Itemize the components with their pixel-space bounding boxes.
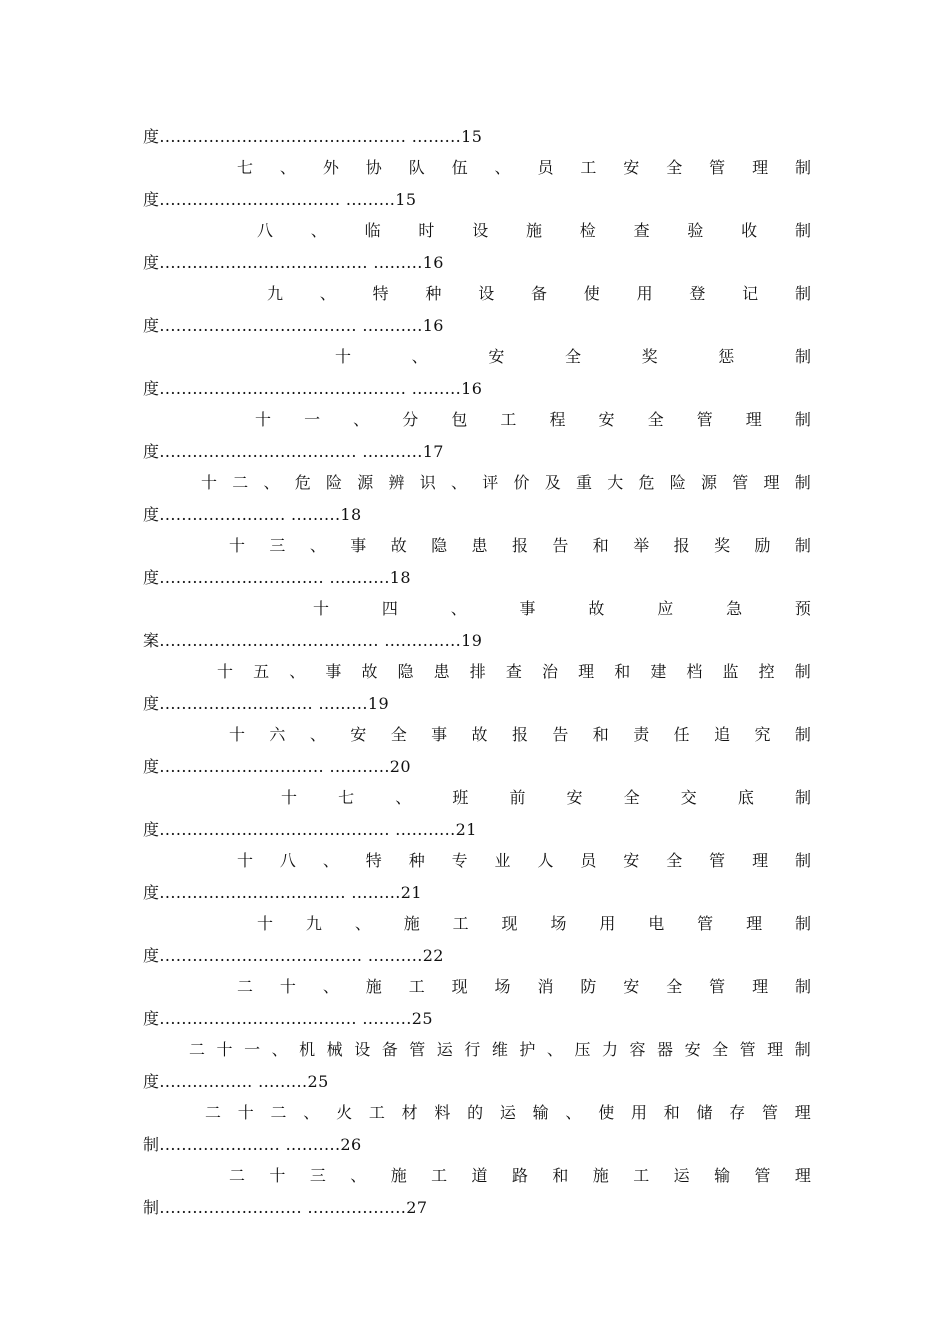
toc-glyph: 备 <box>381 1040 398 1059</box>
toc-dot-line: 度.................................... ...........16 <box>143 316 444 335</box>
toc-glyph: 输 <box>532 1103 549 1122</box>
toc-glyph: 责 <box>633 725 650 744</box>
toc-glyph: 源 <box>357 473 374 492</box>
toc-glyph: 制 <box>794 725 811 744</box>
toc-glyph: 十 <box>313 599 330 618</box>
toc-glyph: 、 <box>546 1040 563 1059</box>
toc-glyph: 场 <box>494 977 511 996</box>
toc-glyph: 管 <box>696 410 713 429</box>
toc-dot-line: 度................................. .........15 <box>143 190 417 209</box>
toc-glyph: 评 <box>482 473 499 492</box>
toc-glyph: 举 <box>633 536 650 555</box>
toc-glyph: 患 <box>471 536 488 555</box>
toc-glyph: 路 <box>511 1166 528 1185</box>
toc-glyph: 全 <box>666 158 683 177</box>
toc-glyph: 制 <box>794 788 811 807</box>
toc-title-line <box>217 659 811 685</box>
toc-glyph: 工 <box>431 1166 448 1185</box>
toc-glyph: 十 <box>335 347 352 366</box>
toc-glyph: 安 <box>598 410 615 429</box>
toc-glyph: 管 <box>709 851 726 870</box>
toc-glyph: 检 <box>579 221 596 240</box>
toc-dot-line: 度.............................. ...........18 <box>143 568 411 587</box>
toc-glyph: 容 <box>629 1040 646 1059</box>
toc-glyph: 储 <box>696 1103 713 1122</box>
toc-glyph: 险 <box>326 473 343 492</box>
toc-glyph: 理 <box>763 473 780 492</box>
toc-glyph: 事 <box>431 725 448 744</box>
toc-glyph: 工 <box>633 1166 650 1185</box>
toc-dot-line: 制.......................... ..................27 <box>143 1198 428 1217</box>
toc-title-line <box>257 218 811 244</box>
toc-glyph: 电 <box>648 914 665 933</box>
toc-glyph: 、 <box>279 158 296 177</box>
toc-glyph: 管 <box>697 914 714 933</box>
toc-glyph: 管 <box>709 977 726 996</box>
toc-glyph: 管 <box>732 473 749 492</box>
toc-glyph: 料 <box>434 1103 451 1122</box>
toc-glyph: 制 <box>794 284 811 303</box>
toc-glyph: 八 <box>279 851 296 870</box>
toc-glyph: 辨 <box>388 473 405 492</box>
toc-glyph: 登 <box>689 284 706 303</box>
toc-glyph: 和 <box>552 1166 569 1185</box>
toc-glyph: 十 <box>237 1103 254 1122</box>
toc-glyph: 、 <box>353 410 370 429</box>
toc-glyph: 故 <box>390 536 407 555</box>
toc-glyph: 及 <box>544 473 561 492</box>
toc-glyph: 械 <box>326 1040 343 1059</box>
toc-glyph: 报 <box>511 536 528 555</box>
toc-glyph: 、 <box>450 599 467 618</box>
toc-glyph: 事 <box>350 536 367 555</box>
toc-glyph: 九 <box>267 284 284 303</box>
toc-glyph: 安 <box>623 851 640 870</box>
toc-glyph: 道 <box>471 1166 488 1185</box>
toc-glyph: 工 <box>368 1103 385 1122</box>
toc-glyph: 安 <box>684 1040 701 1059</box>
toc-glyph: 理 <box>745 410 762 429</box>
toc-glyph: 故 <box>361 662 378 681</box>
toc-glyph: 十 <box>201 473 218 492</box>
toc-glyph: 收 <box>741 221 758 240</box>
toc-glyph: 二 <box>232 473 249 492</box>
toc-glyph: 理 <box>578 662 595 681</box>
toc-glyph: 档 <box>686 662 703 681</box>
toc-glyph: 队 <box>408 158 425 177</box>
toc-glyph: 监 <box>722 662 739 681</box>
toc-glyph: 全 <box>564 347 581 366</box>
toc-glyph: 管 <box>754 1166 771 1185</box>
toc-glyph: 管 <box>762 1103 779 1122</box>
toc-glyph: 六 <box>269 725 286 744</box>
toc-glyph: 二 <box>205 1103 222 1122</box>
toc-glyph: 十 <box>269 1166 286 1185</box>
toc-glyph: 用 <box>630 1103 647 1122</box>
toc-glyph: 的 <box>467 1103 484 1122</box>
toc-glyph: 外 <box>322 158 339 177</box>
toc-glyph: 事 <box>325 662 342 681</box>
toc-glyph: 制 <box>794 536 811 555</box>
toc-glyph: 二 <box>189 1040 206 1059</box>
toc-glyph: 场 <box>550 914 567 933</box>
toc-glyph: 器 <box>657 1040 674 1059</box>
toc-glyph: 、 <box>271 1040 288 1059</box>
toc-glyph: 力 <box>601 1040 618 1059</box>
toc-glyph: 现 <box>451 977 468 996</box>
toc-glyph: 管 <box>709 158 726 177</box>
toc-glyph: 查 <box>505 662 522 681</box>
toc-glyph: 火 <box>336 1103 353 1122</box>
toc-glyph: 预 <box>794 599 811 618</box>
toc-glyph: 制 <box>794 221 811 240</box>
toc-glyph: 究 <box>754 725 771 744</box>
toc-glyph: 十 <box>216 1040 233 1059</box>
toc-glyph: 制 <box>794 158 811 177</box>
toc-glyph: 用 <box>599 914 616 933</box>
toc-glyph: 制 <box>794 473 811 492</box>
toc-glyph: 全 <box>647 410 664 429</box>
toc-glyph: 大 <box>607 473 624 492</box>
toc-glyph: 奖 <box>714 536 731 555</box>
toc-glyph: 危 <box>294 473 311 492</box>
toc-glyph: 十 <box>279 977 296 996</box>
toc-glyph: 追 <box>714 725 731 744</box>
toc-glyph: 理 <box>767 1040 784 1059</box>
toc-glyph: 用 <box>636 284 653 303</box>
toc-glyph: 理 <box>794 1103 811 1122</box>
toc-glyph: 管 <box>739 1040 756 1059</box>
toc-glyph: 重 <box>576 473 593 492</box>
toc-glyph: 报 <box>511 725 528 744</box>
toc-glyph: 使 <box>583 284 600 303</box>
toc-glyph: 和 <box>592 725 609 744</box>
toc-title-line <box>237 155 811 181</box>
toc-glyph: 理 <box>752 977 769 996</box>
toc-glyph: 备 <box>530 284 547 303</box>
toc-glyph: 、 <box>310 221 327 240</box>
toc-glyph: 员 <box>537 158 554 177</box>
toc-glyph: 输 <box>714 1166 731 1185</box>
toc-glyph: 验 <box>687 221 704 240</box>
toc-glyph: 包 <box>451 410 468 429</box>
toc-glyph: 隐 <box>397 662 414 681</box>
toc-dot-line: 度....................... .........18 <box>143 505 362 524</box>
toc-glyph: 十 <box>237 851 254 870</box>
toc-glyph: 机 <box>299 1040 316 1059</box>
toc-glyph: 七 <box>237 158 254 177</box>
toc-glyph: 记 <box>742 284 759 303</box>
toc-dot-line: 度.................................... ...........17 <box>143 442 444 461</box>
toc-glyph: 安 <box>623 158 640 177</box>
toc-glyph: 七 <box>338 788 355 807</box>
toc-dot-line: 度...................................... .........16 <box>143 253 444 272</box>
toc-dot-line: 制...................... ..........26 <box>143 1135 362 1154</box>
toc-glyph: 报 <box>673 536 690 555</box>
toc-glyph: 施 <box>365 977 382 996</box>
toc-glyph: 安 <box>350 725 367 744</box>
toc-glyph: 二 <box>229 1166 246 1185</box>
toc-glyph: 全 <box>623 788 640 807</box>
toc-glyph: 一 <box>244 1040 261 1059</box>
toc-glyph: 施 <box>592 1166 609 1185</box>
toc-glyph: 、 <box>309 725 326 744</box>
toc-glyph: 、 <box>565 1103 582 1122</box>
toc-glyph: 故 <box>471 725 488 744</box>
toc-glyph: 一 <box>304 410 321 429</box>
toc-glyph: 、 <box>395 788 412 807</box>
toc-glyph: 专 <box>451 851 468 870</box>
toc-glyph: 安 <box>488 347 505 366</box>
toc-glyph: 险 <box>669 473 686 492</box>
toc-glyph: 使 <box>598 1103 615 1122</box>
toc-glyph: 运 <box>673 1166 690 1185</box>
toc-glyph: 三 <box>309 1166 326 1185</box>
toc-glyph: 制 <box>794 914 811 933</box>
toc-glyph: 理 <box>752 158 769 177</box>
toc-glyph: 四 <box>381 599 398 618</box>
toc-glyph: 二 <box>270 1103 287 1122</box>
toc-glyph: 伍 <box>451 158 468 177</box>
toc-glyph: 设 <box>472 221 489 240</box>
toc-glyph: 施 <box>390 1166 407 1185</box>
toc-glyph: 全 <box>712 1040 729 1059</box>
toc-title-line <box>201 470 811 496</box>
toc-glyph: 、 <box>494 158 511 177</box>
toc-glyph: 理 <box>794 1166 811 1185</box>
toc-glyph: 价 <box>513 473 530 492</box>
toc-glyph: 员 <box>580 851 597 870</box>
toc-title-line <box>229 1163 811 1189</box>
toc-glyph: 告 <box>552 536 569 555</box>
toc-glyph: 消 <box>537 977 554 996</box>
toc-glyph: 、 <box>451 473 468 492</box>
toc-dot-line: 度.......................................... ...........21 <box>143 820 477 839</box>
toc-dot-line: 度.............................. ...........20 <box>143 757 411 776</box>
toc-title-line <box>229 533 811 559</box>
toc-glyph: 和 <box>592 536 609 555</box>
toc-glyph: 设 <box>354 1040 371 1059</box>
toc-glyph: 危 <box>638 473 655 492</box>
toc-glyph: 查 <box>633 221 650 240</box>
toc-glyph: 施 <box>403 914 420 933</box>
toc-title-line <box>267 281 811 307</box>
toc-glyph: 、 <box>309 536 326 555</box>
toc-title-line <box>313 596 811 622</box>
toc-glyph: 全 <box>666 851 683 870</box>
toc-glyph: 交 <box>680 788 697 807</box>
toc-glyph: 事 <box>519 599 536 618</box>
toc-glyph: 故 <box>588 599 605 618</box>
toc-glyph: 、 <box>319 284 336 303</box>
toc-dot-line: 度............................................. .........15 <box>143 127 483 146</box>
toc-glyph: 种 <box>425 284 442 303</box>
toc-glyph: 和 <box>614 662 631 681</box>
toc-glyph: 工 <box>408 977 425 996</box>
toc-title-line <box>281 785 811 811</box>
toc-glyph: 九 <box>305 914 322 933</box>
toc-glyph: 底 <box>737 788 754 807</box>
toc-title-line <box>205 1100 811 1126</box>
toc-glyph: 时 <box>418 221 435 240</box>
toc-glyph: 惩 <box>718 347 735 366</box>
toc-glyph: 施 <box>525 221 542 240</box>
toc-glyph: 防 <box>580 977 597 996</box>
toc-glyph: 材 <box>401 1103 418 1122</box>
toc-glyph: 治 <box>541 662 558 681</box>
toc-glyph: 理 <box>746 914 763 933</box>
toc-glyph: 压 <box>574 1040 591 1059</box>
toc-glyph: 隐 <box>431 536 448 555</box>
toc-glyph: 控 <box>758 662 775 681</box>
toc-glyph: 、 <box>322 977 339 996</box>
toc-glyph: 业 <box>494 851 511 870</box>
toc-glyph: 十 <box>281 788 298 807</box>
toc-glyph: 理 <box>752 851 769 870</box>
toc-title-line <box>257 911 811 937</box>
toc-glyph: 维 <box>491 1040 508 1059</box>
toc-dot-line: 度............................................. .........16 <box>143 379 483 398</box>
toc-glyph: 、 <box>289 662 306 681</box>
toc-glyph: 安 <box>566 788 583 807</box>
toc-glyph: 设 <box>478 284 495 303</box>
toc-glyph: 协 <box>365 158 382 177</box>
toc-dot-line: 度..................................... ..........22 <box>143 946 444 965</box>
toc-glyph: 工 <box>452 914 469 933</box>
toc-glyph: 、 <box>303 1103 320 1122</box>
toc-glyph: 排 <box>469 662 486 681</box>
toc-glyph: 十 <box>257 914 274 933</box>
toc-glyph: 十 <box>229 725 246 744</box>
toc-glyph: 十 <box>255 410 272 429</box>
toc-glyph: 制 <box>794 851 811 870</box>
toc-glyph: 制 <box>794 662 811 681</box>
toc-dot-line: 度............................ .........19 <box>143 694 390 713</box>
toc-glyph: 励 <box>754 536 771 555</box>
toc-glyph: 源 <box>701 473 718 492</box>
toc-glyph: 现 <box>501 914 518 933</box>
toc-title-line <box>189 1037 811 1063</box>
toc-glyph: 和 <box>663 1103 680 1122</box>
toc-glyph: 行 <box>464 1040 481 1059</box>
toc-glyph: 十 <box>217 662 234 681</box>
toc-glyph: 制 <box>794 410 811 429</box>
toc-glyph: 全 <box>666 977 683 996</box>
toc-glyph: 制 <box>794 347 811 366</box>
toc-glyph: 识 <box>419 473 436 492</box>
toc-glyph: 、 <box>263 473 280 492</box>
toc-glyph: 患 <box>433 662 450 681</box>
toc-glyph: 前 <box>509 788 526 807</box>
toc-dot-line: 案........................................ ..............19 <box>143 631 483 650</box>
toc-title-line <box>229 722 811 748</box>
toc-glyph: 、 <box>322 851 339 870</box>
toc-glyph: 制 <box>794 1040 811 1059</box>
toc-glyph: 建 <box>650 662 667 681</box>
toc-glyph: 特 <box>365 851 382 870</box>
toc-glyph: 存 <box>729 1103 746 1122</box>
toc-title-line <box>255 407 811 433</box>
toc-glyph: 告 <box>552 725 569 744</box>
toc-dot-line: 度.................................... .........25 <box>143 1009 433 1028</box>
toc-title-line <box>237 974 811 1000</box>
toc-glyph: 急 <box>726 599 743 618</box>
toc-glyph: 二 <box>237 977 254 996</box>
toc-glyph: 管 <box>409 1040 426 1059</box>
toc-glyph: 工 <box>500 410 517 429</box>
toc-glyph: 程 <box>549 410 566 429</box>
toc-dot-line: 度.................................. .........21 <box>143 883 422 902</box>
toc-glyph: 运 <box>499 1103 516 1122</box>
toc-dot-line: 度................. .........25 <box>143 1072 329 1091</box>
toc-glyph: 、 <box>350 1166 367 1185</box>
toc-glyph: 种 <box>408 851 425 870</box>
toc-glyph: 五 <box>253 662 270 681</box>
toc-glyph: 安 <box>623 977 640 996</box>
toc-title-line <box>335 344 811 370</box>
toc-glyph: 分 <box>402 410 419 429</box>
toc-title-line <box>237 848 811 874</box>
toc-glyph: 任 <box>673 725 690 744</box>
toc-glyph: 临 <box>364 221 381 240</box>
toc-glyph: 、 <box>411 347 428 366</box>
toc-glyph: 全 <box>390 725 407 744</box>
toc-glyph: 护 <box>519 1040 536 1059</box>
toc-glyph: 特 <box>372 284 389 303</box>
toc-glyph: 十 <box>229 536 246 555</box>
toc-glyph: 应 <box>657 599 674 618</box>
toc-glyph: 三 <box>269 536 286 555</box>
toc-glyph: 制 <box>794 977 811 996</box>
toc-glyph: 八 <box>257 221 274 240</box>
toc-glyph: 人 <box>537 851 554 870</box>
toc-glyph: 班 <box>452 788 469 807</box>
toc-glyph: 奖 <box>641 347 658 366</box>
toc-glyph: 工 <box>580 158 597 177</box>
toc-glyph: 运 <box>436 1040 453 1059</box>
toc-glyph: 、 <box>354 914 371 933</box>
